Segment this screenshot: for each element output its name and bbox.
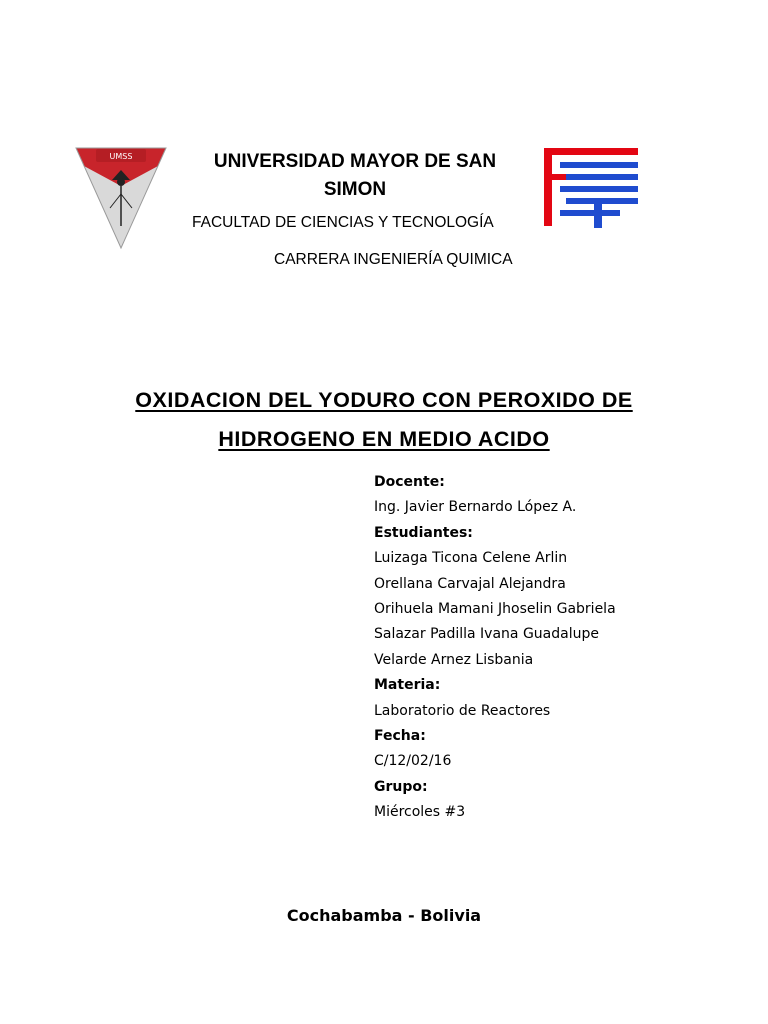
umss-logo bbox=[74, 146, 168, 250]
fecha-value: C/12/02/16 bbox=[374, 753, 452, 770]
grupo-value: Miércoles #3 bbox=[374, 804, 466, 821]
university-name-line2: SIMON bbox=[323, 179, 387, 200]
student-name: Luizaga Ticona Celene Arlin bbox=[374, 550, 568, 567]
career-name: CARRERA INGENIERÍA QUIMICA bbox=[274, 251, 513, 268]
umss-logo-text: UMSS bbox=[109, 152, 133, 161]
docente-label: Docente: bbox=[374, 474, 445, 490]
document-title-line1: OXIDACION DEL YODURO CON PEROXIDO DE bbox=[135, 388, 633, 412]
fcyt-logo bbox=[542, 146, 642, 230]
university-name-line1: UNIVERSIDAD MAYOR DE SAN bbox=[213, 151, 497, 172]
docente-value: Ing. Javier Bernardo López A. bbox=[374, 499, 577, 516]
university-name bbox=[190, 148, 520, 204]
materia-value: Laboratorio de Reactores bbox=[374, 702, 551, 719]
city-footer: Cochabamba - Bolivia bbox=[286, 906, 482, 925]
materia-label: Materia: bbox=[374, 677, 441, 694]
student-name: Velarde Arnez Lisbania bbox=[374, 651, 534, 668]
estudiantes-label: Estudiantes: bbox=[374, 524, 473, 541]
student-name: Salazar Padilla Ivana Guadalupe bbox=[374, 626, 599, 643]
info-block bbox=[374, 470, 616, 826]
fecha-label: Fecha: bbox=[374, 728, 426, 745]
document-title bbox=[60, 381, 708, 459]
faculty-name: FACULTAD DE CIENCIAS Y TECNOLOGÍA bbox=[192, 214, 494, 231]
document-title-line2: HIDROGENO EN MEDIO ACIDO bbox=[218, 427, 550, 451]
student-name: Orellana Carvajal Alejandra bbox=[374, 575, 566, 592]
student-name: Orihuela Mamani Jhoselin Gabriela bbox=[374, 601, 616, 618]
grupo-label: Grupo: bbox=[374, 778, 428, 795]
